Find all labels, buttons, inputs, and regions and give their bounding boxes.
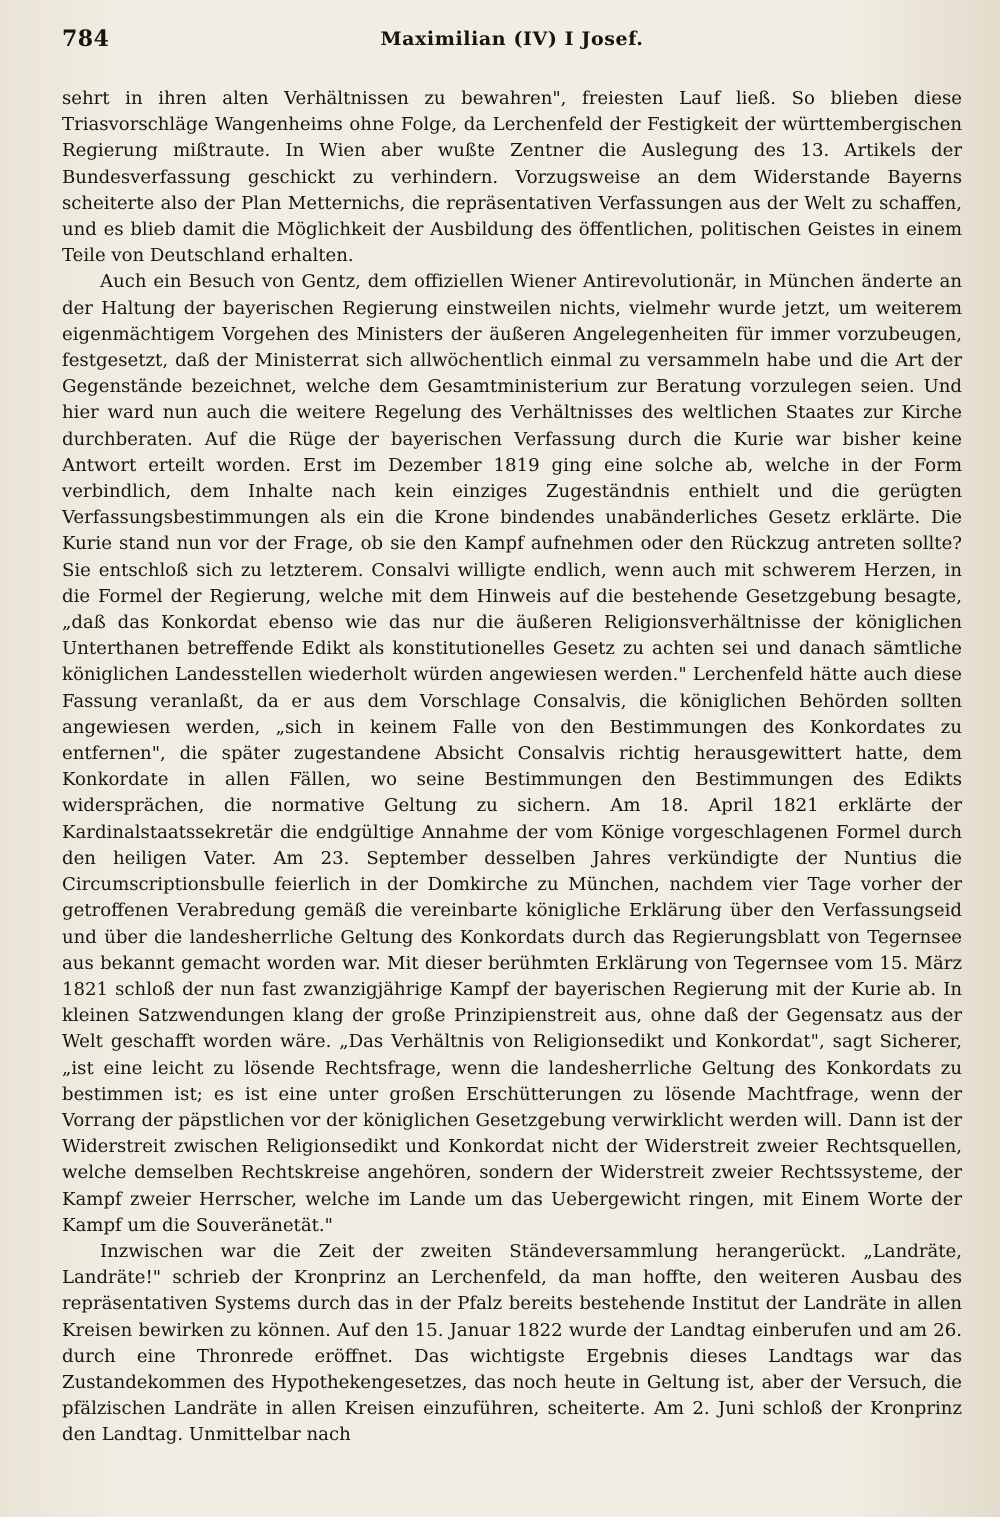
page-number: 784 bbox=[62, 26, 110, 52]
paragraph-1: sehrt in ihren alten Verhältnissen zu bewahren", freiesten Lauf ließ. So blieben diese Triasvorschläge Wangenheims ohne Folge, da Lerchenfeld der Festigkeit der württembergischen Regierung mißtraute. In Wien aber wußte Zentner die Auslegung des 13. Artikels der Bundesverfassung geschickt zu verhindern. Vorzugsweise an dem Widerstande Bayerns scheiterte also der Plan Metternichs, die repräsentativen Verfassungen aus der Welt zu schaffen, und es blieb damit die Möglichkeit der Ausbildung des öffentlichen, politischen Geistes in einem Teile von Deutschland erhalten. bbox=[62, 88, 962, 267]
body-text bbox=[62, 86, 962, 1449]
paragraph-3: Inzwischen war die Zeit der zweiten Ständeversammlung herangerückt. „Landräte, Landräte!" schrieb der Kronprinz an Lerchenfeld, da man hoffte, den weiteren Ausbau des repräsentativen Systems durch das in der Pfalz bereits bestehende Institut der Landräte in allen Kreisen bewirken zu können. Auf den 15. Januar 1822 wurde der Landtag einberufen und am 26. durch eine Thronrede eröffnet. Das wichtigste Ergebnis dieses Landtags war das Zustandekommen des Hypothekengesetzes, das noch heute in Geltung ist, aber der Versuch, die pfälzischen Landräte in allen Kreisen einzuführen, scheiterte. Am 2. Juni schloß der Kronprinz den Landtag. Unmittelbar nach bbox=[62, 1240, 962, 1446]
running-title: Maximilian (IV) I Josef. bbox=[380, 28, 644, 50]
paragraph-2: Auch ein Besuch von Gentz, dem offiziellen Wiener Antirevolutionär, in München änderte an der Haltung der bayerischen Regierung einstweilen nichts, vielmehr wurde jetzt, um weiterem eigenmächtigem Vorgehen des Ministers der äußeren Angelegenheiten für immer vorzubeugen, festgesetzt, daß der Ministerrat sich allwöchentlich einmal zu versammeln habe und die Art der Gegenstände bezeichnet, welche dem Gesamtministerium zur Beratung vorzulegen seien. Und hier ward nun auch die weitere Regelung des Verhältnisses des weltlichen Staates zur Kirche durchberaten. Auf die Rüge der bayerischen Verfassung durch die Kurie war bisher keine Antwort erteilt worden. Erst im Dezember 1819 ging eine solche ab, welche in der Form verbindlich, dem Inhalte nach kein einziges Zugeständnis enthielt und die gerügten Verfassungsbestimmungen als ein die Krone bindendes unabänderliches Gesetz erklärte. Die Kurie stand nun vor der Frage, ob sie den Kampf aufnehmen oder den Rückzug antreten sollte? Sie entschloß sich zu letzterem. Consalvi willigte endlich, wenn auch mit schwerem Herzen, in die Formel der Regierung, welche mit dem Hinweis auf die bestehende Gesetzgebung besagte, „daß das Konkordat ebenso wie das nur die äußeren Religionsverhältnisse der königlichen Unterthanen betreffende Edikt als konstitutionelles Gesetz zu achten sei und danach sämtliche königlichen Landesstellen wiederholt würden angewiesen werden." Lerchenfeld hätte auch diese Fassung veranlaßt, da er aus dem Vorschlage Consalvis, die königlichen Behörden sollten angewiesen werden, „sich in keinem Falle von den Bestimmungen des Konkordates zu entfernen", die später zugestandene Absicht Consalvis richtig herausgewittert hatte, dem Konkordate in allen Fällen, wo seine Bestimmungen den Bestimmungen des Edikts widersprächen, die normative Geltung zu sichern. Am 18. April 1821 erklärte der Kardinalstaatssekretär die endgültige Annahme der vom Könige vorgeschlagenen Formel durch den heiligen Vater. Am 23. September desselben Jahres verkündigte der Nuntius die Circumscriptionsbulle feierlich in der Domkirche zu München, nachdem vier Tage vorher der getroffenen Verabredung gemäß die vereinbarte königliche Erklärung über den Verfassungseid und über die landesherrliche Geltung des Konkordats durch das Regierungsblatt von Tegernsee aus bekannt gemacht worden war. Mit dieser berühmten Erklärung von Tegernsee vom 15. März 1821 schloß der nun fast zwanzigjährige Kampf der bayerischen Regierung mit der Kurie ab. In kleinen Satzwendungen klang der große Prinzipienstreit aus, ohne daß der Gegensatz aus der Welt geschafft worden wäre. „Das Verhältnis von Religionsedikt und Konkordat", sagt Sicherer, „ist eine leicht zu lösende Rechtsfrage, wenn die landesherrliche Geltung des Konkordats zu bestimmen ist; es ist eine unter großen Erschütterungen zu lösende Machtfrage, wenn der Vorrang der päpstlichen vor der königlichen Gesetzgebung verwirklicht werden will. Dann ist der Widerstreit zwischen Religionsedikt und Konkordat nicht der Widerstreit zweier Rechtsquellen, welche demselben Rechtskreise angehören, sondern der Widerstreit zweier Rechtssysteme, der Kampf zweier Herrscher, welche im Lande um das Uebergewicht ringen, mit Einem Worte der Kampf um die Souveränetät." bbox=[62, 271, 962, 1236]
page-header bbox=[62, 20, 962, 60]
